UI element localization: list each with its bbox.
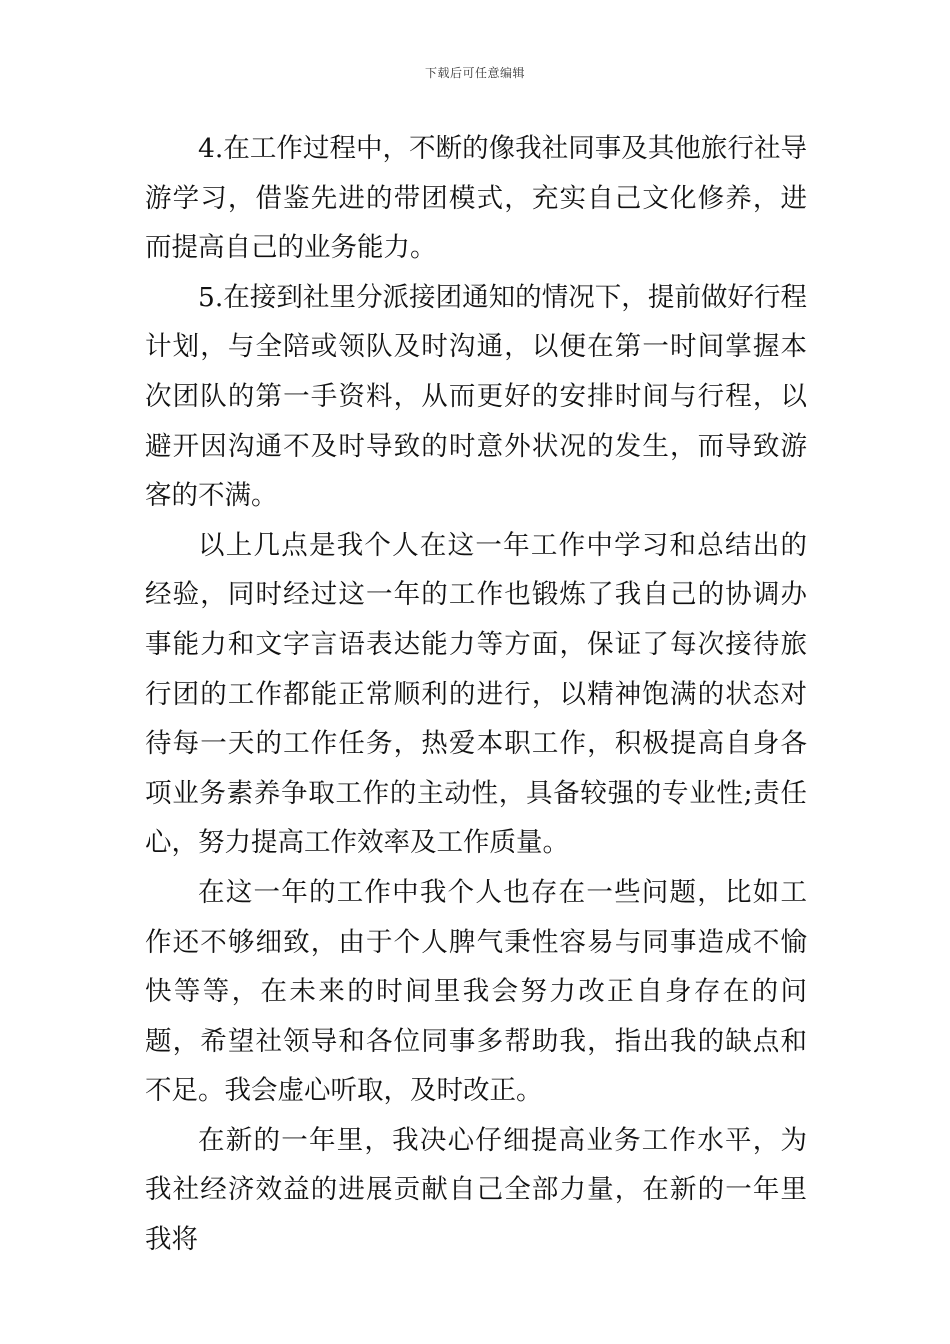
paragraph: 5.在接到社里分派接团通知的情况下，提前做好行程计划，与全陪或领队及时沟通，以便在第一时间掌握本次团队的第一手资料，从而更好的安排时间与行程，以避开因沟通不及时导致的时意外状况的发生，而导致游客的不满。 (145, 281, 807, 512)
paragraph: 4.在工作过程中，不断的像我社同事及其他旅行社导游学习，借鉴先进的带团模式，充实自己文化修养，进而提高自己的业务能力。 (145, 133, 807, 264)
document-body (145, 124, 807, 1265)
paragraph: 在新的一年里，我决心仔细提高业务工作水平，为我社经济效益的进展贡献自己全部力量，在新的一年里我将 (145, 1124, 807, 1256)
paragraph: 在这一年的工作中我个人也存在一些问题，比如工作还不够细致，由于个人脾气秉性容易与同事造成不愉快等等，在未来的时间里我会努力改正自身存在的问题，希望社领导和各位同事多帮助我，指出我的缺点和不足。我会虚心听取，及时改正。 (145, 876, 807, 1107)
page-header: 下载后可任意编辑 (424, 66, 525, 80)
paragraph: 以上几点是我个人在这一年工作中学习和总结出的经验，同时经过这一年的工作也锻炼了我自己的协调办事能力和文字言语表达能力等方面，保证了每次接待旅行团的工作都能正常顺利的进行，以精神饱满的状态对待每一天的工作任务，热爱本职工作，积极提高自身各项业务素养争取工作的主动性，具备较强的专业性;责任心，努力提高工作效率及工作质量。 (145, 529, 807, 859)
